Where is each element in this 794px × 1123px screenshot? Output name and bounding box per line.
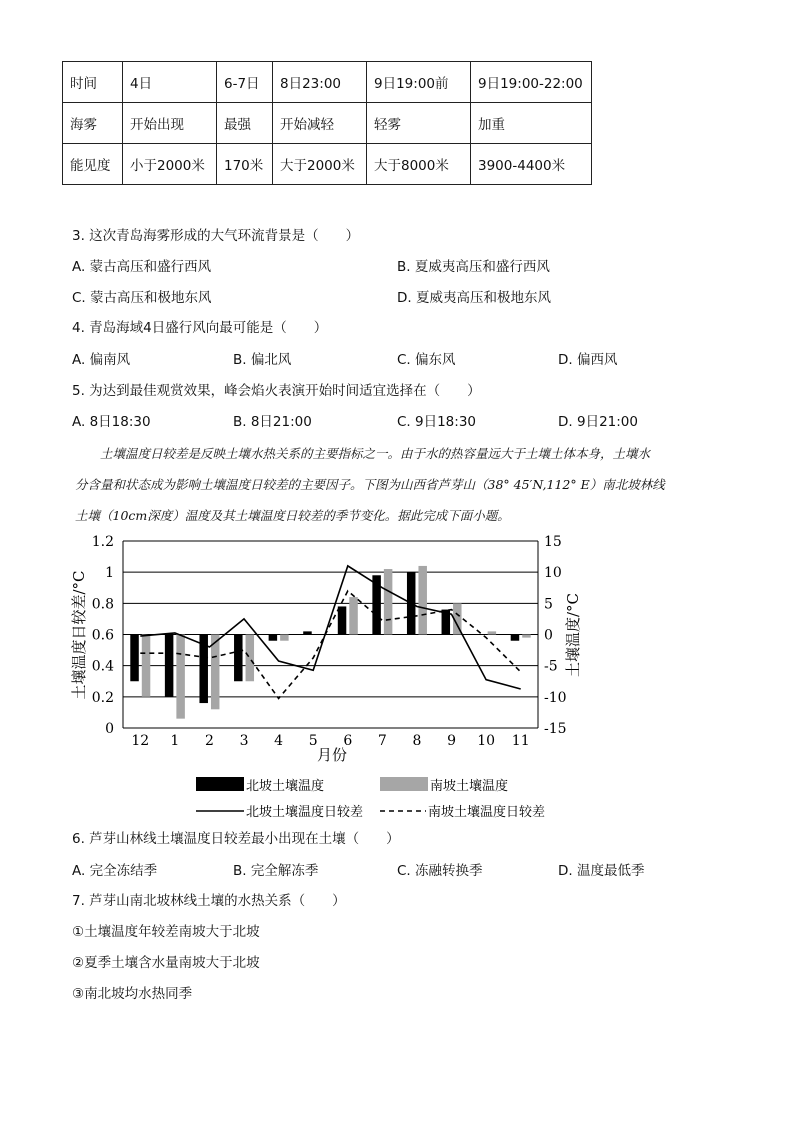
table-cell: 轻雾 xyxy=(367,103,471,144)
question-6-option-b: B. 完全解冻季 xyxy=(233,863,319,879)
question-5-option-a: A. 8日18:30 xyxy=(72,414,151,430)
x-tick-label: 8 xyxy=(412,733,422,749)
question-6-option-c: C. 冻融转换季 xyxy=(397,863,483,879)
question-7-stem: 7. 芦芽山南北坡林线土壤的水热关系（ ） xyxy=(72,893,346,909)
x-tick-label: 4 xyxy=(274,733,284,749)
table-row-time xyxy=(63,62,592,103)
right-tick-label: -5 xyxy=(544,658,558,675)
right-tick-label: 0 xyxy=(544,627,553,644)
table-cell: 大于8000米 xyxy=(367,144,471,185)
left-tick-label: 0.2 xyxy=(91,689,114,706)
table-cell: 4日 xyxy=(123,62,217,103)
x-tick-label: 10 xyxy=(477,733,496,749)
question-3-option-b: B. 夏威夷高压和盛行西风 xyxy=(397,259,550,275)
question-3-option-c: C. 蒙古高压和极地东风 xyxy=(72,290,212,306)
bar-north-soil-temp xyxy=(511,635,520,641)
question-4-option-a: A. 偏南风 xyxy=(72,352,131,368)
table-cell: 170米 xyxy=(217,144,273,185)
left-tick-label: 1.2 xyxy=(91,534,114,550)
x-tick-label: 3 xyxy=(239,733,249,749)
x-tick-label: 7 xyxy=(377,733,387,749)
question-6-stem: 6. 芦芽山林线土壤温度日较差最小出现在土壤（ ） xyxy=(72,831,400,847)
x-tick-label: 1 xyxy=(170,733,180,749)
table-cell: 9日19:00前 xyxy=(367,62,471,103)
right-tick-label: -10 xyxy=(544,689,567,706)
question-7-statement-2: ②夏季土壤含水量南坡大于北坡 xyxy=(72,955,260,971)
bar-south-soil-temp xyxy=(142,635,151,697)
right-tick-label: -15 xyxy=(544,721,567,737)
bar-south-soil-temp xyxy=(280,635,289,641)
table-row-visibility xyxy=(63,144,592,185)
table-cell: 小于2000米 xyxy=(123,144,217,185)
bar-north-soil-temp xyxy=(234,635,243,682)
bar-south-soil-temp xyxy=(488,631,497,634)
table-cell: 6-7日 xyxy=(217,62,273,103)
question-3-stem: 3. 这次青岛海雾形成的大气环流背景是（ ） xyxy=(72,228,360,244)
table-row-fog xyxy=(63,103,592,144)
left-tick-label: 0.6 xyxy=(91,627,114,644)
legend-swatch-north-temp xyxy=(196,777,244,791)
question-7-statement-1: ①土壤温度年较差南坡大于北坡 xyxy=(72,924,260,940)
table-cell: 时间 xyxy=(63,62,123,103)
bar-south-soil-temp xyxy=(384,569,393,634)
x-tick-label: 9 xyxy=(447,733,457,749)
table-cell: 大于2000米 xyxy=(273,144,367,185)
table-cell: 8日23:00 xyxy=(273,62,367,103)
legend-label-south-range: 南坡土壤温度日较差 xyxy=(428,805,546,820)
left-tick-label: 0.4 xyxy=(91,658,114,675)
question-3-option-d: D. 夏威夷高压和极地东风 xyxy=(397,290,551,306)
passage-line-1: 土壤温度日较差是反映土壤水热关系的主要指标之一。由于水的热容量远大于土壤土体本身，土壤水 xyxy=(100,446,651,461)
bar-north-soil-temp xyxy=(165,635,174,697)
right-axis-label: 土壤温度/°C xyxy=(564,592,582,678)
x-tick-label: 11 xyxy=(511,733,530,749)
x-axis-label: 月份 xyxy=(316,746,348,764)
question-4-option-b: B. 偏北风 xyxy=(233,352,292,368)
table-cell: 能见度 xyxy=(63,144,123,185)
bar-north-soil-temp xyxy=(130,635,139,682)
table-cell: 开始减轻 xyxy=(273,103,367,144)
legend-label-north-temp: 北坡土壤温度 xyxy=(246,779,325,794)
table-cell: 3900-4400米 xyxy=(471,144,592,185)
question-6-option-d: D. 温度最低季 xyxy=(558,863,645,879)
sea-fog-table xyxy=(62,61,592,185)
question-5-stem: 5. 为达到最佳观赏效果，峰会焰火表演开始时间适宜选择在（ ） xyxy=(72,383,481,399)
legend-label-south-temp: 南坡土壤温度 xyxy=(430,779,509,794)
right-tick-label: 5 xyxy=(544,596,553,613)
question-4-option-d: D. 偏西风 xyxy=(558,352,618,368)
legend-label-north-range: 北坡土壤温度日较差 xyxy=(246,805,364,820)
table-cell: 海雾 xyxy=(63,103,123,144)
bar-north-soil-temp xyxy=(269,635,278,641)
passage-line-2: 分含量和状态成为影响土壤温度日较差的主要因子。下图为山西省芦芽山（38° 45′N,112° E）南北坡林线 xyxy=(75,477,665,492)
question-5-option-c: C. 9日18:30 xyxy=(397,414,477,430)
question-5-option-b: B. 8日21:00 xyxy=(233,414,312,430)
x-tick-label: 6 xyxy=(343,733,353,749)
question-6-option-a: A. 完全冻结季 xyxy=(72,863,158,879)
table-cell: 最强 xyxy=(217,103,273,144)
legend-swatch-south-temp xyxy=(380,777,428,791)
left-tick-label: 0.8 xyxy=(91,596,114,613)
table-cell: 加重 xyxy=(471,103,592,144)
passage-line-3: 土壤（10cm深度）温度及其土壤温度日较差的季节变化。据此完成下面小题。 xyxy=(75,508,510,523)
bar-south-soil-temp xyxy=(522,635,531,638)
x-tick-label: 5 xyxy=(308,733,318,749)
question-5-option-d: D. 9日21:00 xyxy=(558,414,638,430)
x-tick-label: 2 xyxy=(204,733,214,749)
bar-south-soil-temp xyxy=(246,635,255,682)
bar-south-soil-temp xyxy=(418,566,427,635)
right-tick-label: 10 xyxy=(544,565,562,582)
x-tick-label: 12 xyxy=(131,733,150,749)
question-7-statement-3: ③南北坡均水热同季 xyxy=(72,986,193,1002)
bar-south-soil-temp xyxy=(349,597,358,634)
bar-north-soil-temp xyxy=(303,631,312,634)
question-4-option-c: C. 偏东风 xyxy=(397,352,456,368)
soil-temperature-chart xyxy=(68,534,582,825)
bar-north-soil-temp xyxy=(338,606,347,634)
left-tick-label: 1 xyxy=(105,565,114,582)
line-south-diurnal-range xyxy=(140,591,520,699)
bar-south-soil-temp xyxy=(176,635,185,719)
line-north-diurnal-range xyxy=(140,566,520,689)
right-tick-label: 15 xyxy=(544,534,562,550)
left-tick-label: 0 xyxy=(105,721,114,737)
question-3-option-a: A. 蒙古高压和盛行西风 xyxy=(72,259,212,275)
table-cell: 9日19:00-22:00 xyxy=(471,62,592,103)
table-cell: 开始出现 xyxy=(123,103,217,144)
left-axis-label: 土壤温度日较差/°C xyxy=(70,570,88,700)
question-4-stem: 4. 青岛海域4日盛行风向最可能是（ ） xyxy=(72,320,328,336)
